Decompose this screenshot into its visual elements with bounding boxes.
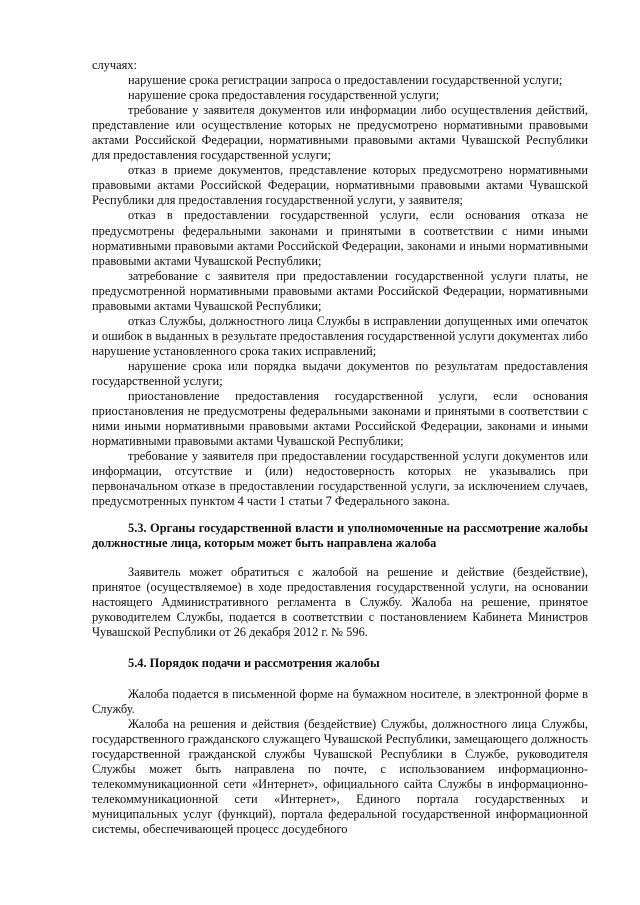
section-5-3-paragraph: Заявитель может обратиться с жалобой на решение и действие (бездействие), принятое (осуществляемое) в ходе предоставления государственной услуги, на основании настоящего Административного регламента в Службу. Жалоба на решение, принятое руководителем Службы, подается в соответствии с постановлением Кабинета Министров Чувашской Республики от 26 декабря 2012 г. № 596. xyxy=(92,564,588,639)
list-item-3: требование у заявителя документов или информации либо осуществления действий, представление или осуществление которых не предусмотрено нормативными правовыми актами Российской Федерации, нормативными правовыми актами Чувашской Республики для предоставления государственной услуги; xyxy=(92,103,588,163)
spacer xyxy=(92,671,588,687)
list-item-10: требование у заявителя при предоставлении государственной услуги документов или информации, отсутствие и (или) недостоверность которых не указывались при первоначальном отказе в предоставлении государственной услуги, за исключением случаев, предусмотренных пунктом 4 части 1 статьи 7 Федерального закона. xyxy=(92,449,588,509)
list-item-6: затребование с заявителя при предоставлении государственной услуги платы, не предусмотренной нормативными правовыми актами Российской Федерации, нормативными правовыми актами Чувашской Республики; xyxy=(92,268,588,313)
section-5-4-paragraph-1: Жалоба подается в письменной форме на бумажном носителе, в электронной форме в Службу. xyxy=(92,686,588,716)
spacer xyxy=(92,509,588,521)
list-item-4: отказ в приеме документов, представление которых предусмотрено нормативными правовыми актами Российской Федерации, нормативными правовыми актами Чувашской Республики для предоставления государственной услуги, у заявителя; xyxy=(92,163,588,208)
section-heading-5-4: 5.4. Порядок подачи и рассмотрения жалобы xyxy=(128,655,380,670)
list-item-2: нарушение срока предоставления государственной услуги; xyxy=(128,88,440,103)
spacer xyxy=(92,552,588,565)
document-body xyxy=(92,58,588,837)
section-5-4-paragraph-2: Жалоба на решения и действия (бездействие) Службы, должностного лица Службы, государственного гражданского служащего Чувашской Республики, замещающего должность государственной гражданской службы Чувашской Республики в Службе, руководителя Службы может быть направлена по почте, с использованием информационно-телекоммуникационной сети «Интернет», официального сайта Службы в информационно-телекоммуникационной сети «Интернет», Единого портала государственных и муниципальных услуг (функций), портала федеральной государственной информационной системы, обеспечивающей процесс досудебного xyxy=(92,716,588,837)
paragraph-intro: случаях: xyxy=(92,58,137,72)
section-heading-5-3: 5.3. Органы государственной власти и уполномоченные на рассмотрение жалобы должностные лица, которым может быть направлена жалоба xyxy=(92,521,588,551)
list-item-8: нарушение срока или порядка выдачи документов по результатам предоставления государственной услуги; xyxy=(92,358,588,388)
spacer xyxy=(92,640,588,656)
list-item-5: отказ в предоставлении государственной услуги, если основания отказа не предусмотрены федеральными законами и принятыми в соответствии с ними иными нормативными правовыми актами Российской Федерации, законами и иными нормативными правовыми актами Чувашской Республики; xyxy=(92,208,588,268)
list-item-1: нарушение срока регистрации запроса о предоставлении государственной услуги; xyxy=(128,73,563,88)
list-item-9: приостановление предоставления государственной услуги, если основания приостановления не предусмотрены федеральными законами и принятыми в соответствии с ними иными нормативными правовыми актами Российской Федерации, законами и иными нормативными правовыми актами Чувашской Республики; xyxy=(92,389,588,449)
list-item-7: отказ Службы, должностного лица Службы в исправлении допущенных ими опечаток и ошибок в выданных в результате предоставления государственной услуги документах либо нарушение установленного срока таких исправлений; xyxy=(92,313,588,358)
